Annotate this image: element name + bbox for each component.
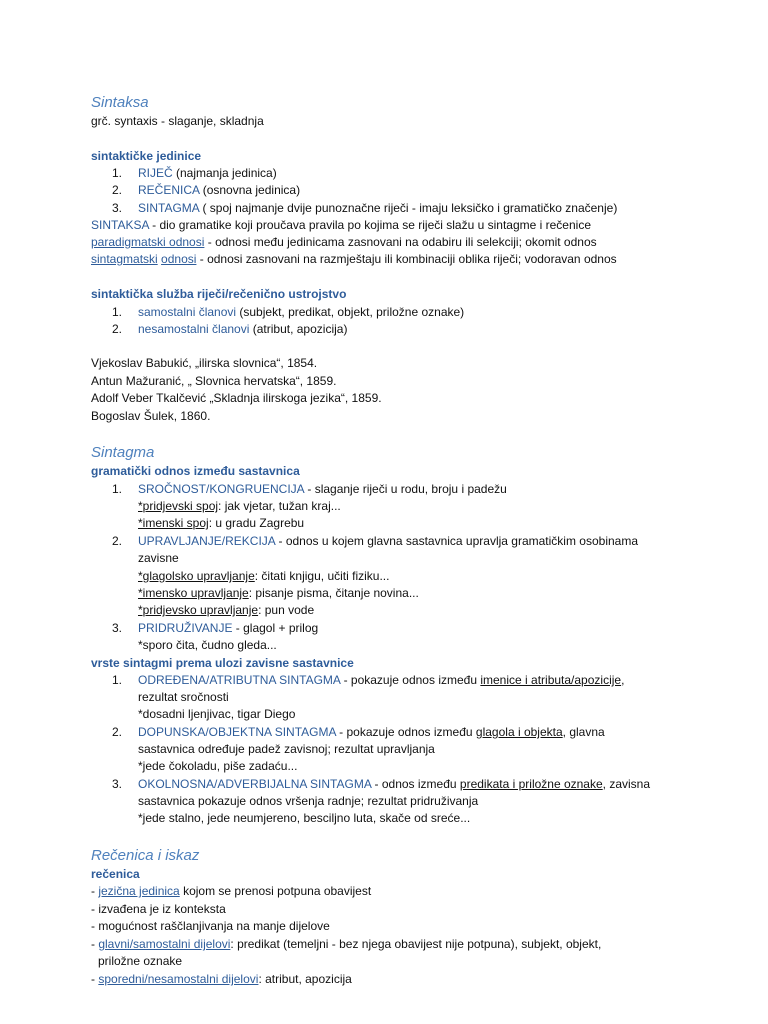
term-desc: - odnos između: [371, 777, 460, 791]
continuation: priložne oznake: [98, 954, 183, 968]
term: PRIDRUŽIVANJE: [138, 621, 233, 635]
term-desc: (atribut, apozicija): [249, 322, 348, 336]
bullet-line: [91, 937, 601, 951]
term-link[interactable]: jezična jedinica: [98, 884, 180, 898]
term-link[interactable]: sporedni/nesamostalni dijelovi: [98, 972, 259, 986]
example-label: *imensko upravljanje: [138, 586, 249, 600]
term-desc: - odnosi među jedinicama zasnovani na odabiru ili selekciji; okomit odnos: [204, 235, 597, 249]
heading-sintaksa: Sintaksa: [91, 94, 149, 111]
term: SROČNOST/KONGRUENCIJA: [138, 482, 305, 496]
list-number: 1.: [112, 673, 123, 687]
example-label: *imenski spoj: [138, 516, 209, 530]
term-desc: : atribut, apozicija: [258, 972, 352, 986]
list-number: 3.: [112, 201, 123, 215]
list-item: [138, 621, 318, 635]
term: samostalni članovi: [138, 305, 237, 319]
term-desc: ( spoj najmanje dvije punoznačne riječi - imaju leksičko i gramatičko značenje): [199, 201, 618, 215]
term-desc: , glavna: [562, 725, 605, 739]
reference: Vjekoslav Babukić, „ilirska slovnica“, 1854.: [91, 356, 318, 370]
heading-recenica-i-iskaz: Rečenica i iskaz: [91, 847, 200, 864]
term-desc: kojom se prenosi potpuna obavijest: [179, 884, 372, 898]
list-number: 2.: [112, 725, 123, 739]
list-item: [138, 322, 347, 336]
example-label: *pridjevsko upravljanje: [138, 603, 259, 617]
underlined-phrase: imenice i atributa/apozicije: [480, 673, 622, 687]
example: [138, 603, 314, 617]
bullet-line: - mogućnost raščlanjivanja na manje dijelove: [91, 919, 330, 933]
list-item: [138, 166, 277, 180]
list-number: 2.: [112, 183, 123, 197]
term: SINTAKSA: [91, 218, 149, 232]
dash: -: [91, 937, 99, 951]
term-link[interactable]: glavni/samostalni dijelovi: [98, 937, 231, 951]
list-item: [138, 305, 464, 319]
list-number: 1.: [112, 166, 123, 180]
example: [138, 516, 304, 530]
dash: -: [91, 972, 99, 986]
continuation: zavisne: [138, 551, 179, 565]
example-text: : u gradu Zagrebu: [208, 516, 305, 530]
heading-function: sintaktička služba riječi/rečenično ustrojstvo: [91, 287, 347, 301]
term-desc: : predikat (temeljni - bez njega obavijest nije potpuna), subjekt, objekt,: [230, 937, 602, 951]
reference: Bogoslav Šulek, 1860.: [91, 409, 211, 423]
definition-paradigmatski: [91, 235, 597, 249]
list-item: [138, 201, 617, 215]
term: SINTAGMA: [138, 201, 200, 215]
term-desc: , zavisna: [602, 777, 651, 791]
list-number: 1.: [112, 305, 123, 319]
example-text: : čitati knjigu, učiti fiziku...: [254, 569, 390, 583]
heading-types: vrste sintagmi prema ulozi zavisne sastavnice: [91, 656, 354, 670]
continuation: sastavnica određuje padež zavisnoj; rezultat upravljanja: [138, 742, 435, 756]
example: [138, 569, 389, 583]
example-text: *dosadni ljenjivac, tigar Diego: [138, 707, 296, 721]
heading-sintagma: Sintagma: [91, 444, 155, 461]
reference: Antun Mažuranić, „ Slovnica hervatska“, 1859.: [91, 374, 337, 388]
bullet-line: [91, 972, 352, 986]
example-text: : pun vode: [258, 603, 315, 617]
term: REČENICA: [138, 183, 200, 197]
bullet-line: - izvađena je iz konteksta: [91, 902, 226, 916]
list-item: [138, 777, 650, 791]
continuation: sastavnica pokazuje odnos vršenja radnje; rezultat pridruživanja: [138, 794, 479, 808]
list-item: [138, 183, 300, 197]
list-number: 2.: [112, 322, 123, 336]
continuation: rezultat sročnosti: [138, 690, 229, 704]
list-number: 1.: [112, 482, 123, 496]
term-link[interactable]: odnosi: [161, 252, 197, 266]
example: [138, 499, 341, 513]
term: ODREĐENA/ATRIBUTNA SINTAGMA: [138, 673, 341, 687]
term-link[interactable]: paradigmatski odnosi: [91, 235, 205, 249]
term: nesamostalni članovi: [138, 322, 250, 336]
term-desc: (najmanja jedinica): [172, 166, 277, 180]
term-desc: - dio gramatike koji proučava pravila po kojima se riječi slažu u sintagme i rečenice: [148, 218, 591, 232]
term: DOPUNSKA/OBJEKTNA SINTAGMA: [138, 725, 336, 739]
heading-recenica: rečenica: [91, 867, 140, 881]
term: RIJEČ: [138, 166, 173, 180]
term-desc: (subjekt, predikat, objekt, priložne oznake): [236, 305, 465, 319]
example-text: *jede stalno, jede neumjereno, besciljno luta, skače od sreće...: [138, 811, 471, 825]
term: UPRAVLJANJE/REKCIJA: [138, 534, 276, 548]
list-number: 2.: [112, 534, 123, 548]
bullet-line: [91, 884, 371, 898]
heading-relations: gramatički odnos između sastavnica: [91, 464, 300, 478]
list-item: [138, 482, 507, 496]
heading-units: sintaktičke jedinice: [91, 149, 202, 163]
definition-sintagmatski: [91, 252, 617, 266]
term-desc: - pokazuje odnos između: [340, 673, 481, 687]
term-desc: - slaganje riječi u rodu, broju i padežu: [304, 482, 507, 496]
term-desc: (osnovna jedinica): [199, 183, 301, 197]
list-number: 3.: [112, 621, 123, 635]
example-label: *pridjevski spoj: [138, 499, 219, 513]
underlined-phrase: predikata i priložne oznake: [459, 777, 603, 791]
etymology: grč. syntaxis - slaganje, skladnja: [91, 114, 264, 128]
example-label: *glagolsko upravljanje: [138, 569, 255, 583]
reference: Adolf Veber Tkalčević „Skladnja ilirskoga jezika“, 1859.: [91, 391, 382, 405]
term-desc: - glagol + prilog: [232, 621, 319, 635]
example-text: *jede čokoladu, piše zadaću...: [138, 759, 298, 773]
term-link[interactable]: sintagmatski: [91, 252, 158, 266]
underlined-phrase: glagola i objekta: [475, 725, 563, 739]
example-text: : jak vjetar, tužan kraj...: [218, 499, 341, 513]
example: [138, 586, 419, 600]
list-item: [138, 725, 605, 739]
list-number: 3.: [112, 777, 123, 791]
list-item: [138, 534, 638, 548]
example-text: *sporo čita, čudno gleda...: [138, 638, 277, 652]
dash: -: [91, 884, 99, 898]
example-text: : pisanje pisma, čitanje novina...: [248, 586, 419, 600]
term-desc: ,: [621, 673, 625, 687]
term-desc: - pokazuje odnos između: [335, 725, 476, 739]
term-desc: - odnosi zasnovani na razmještaju ili kombinaciji oblika riječi; vodoravan odnos: [196, 252, 617, 266]
definition-sintaksa: [91, 218, 591, 232]
list-item: [138, 673, 624, 687]
term-desc: - odnos u kojem glavna sastavnica upravlja gramatičkim osobinama: [275, 534, 638, 548]
term: OKOLNOSNA/ADVERBIJALNA SINTAGMA: [138, 777, 372, 791]
